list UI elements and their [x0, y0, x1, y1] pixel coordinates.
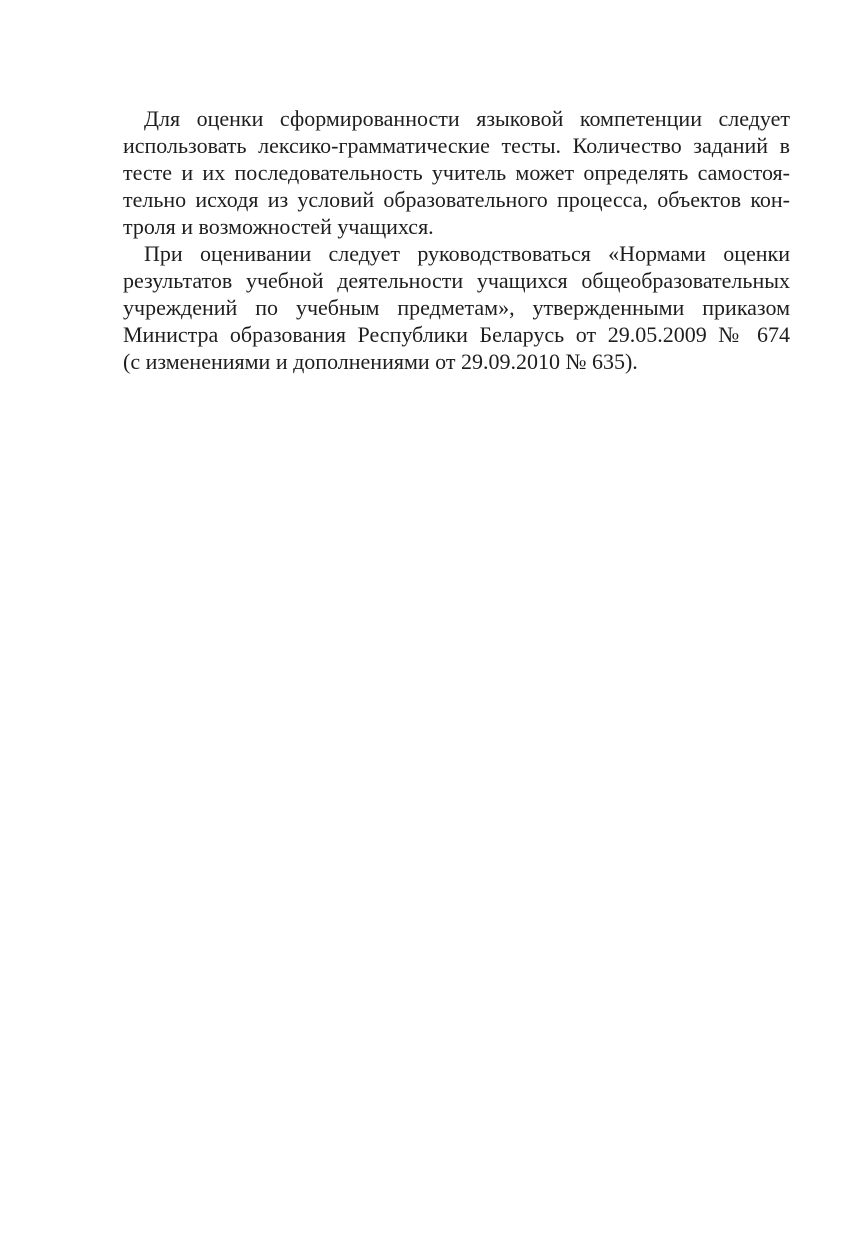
text-line: учреждений по учебным предметам», утвержденными приказом [123, 295, 790, 320]
text-line: тесте и их последовательность учитель может определять самостоя- [123, 160, 790, 185]
text-line: Министра образования Республики Беларусь от 29.05.2009 № 674 [123, 322, 790, 347]
text-line: (с изменениями и дополнениями от 29.09.2010 № 635). [123, 349, 638, 374]
text-block [123, 105, 790, 375]
text-line: результатов учебной деятельности учащихся общеобразовательных [123, 268, 790, 293]
text-line: использовать лексико-грамматические тесты. Количество заданий в [123, 133, 790, 158]
paragraph-1 [123, 105, 790, 240]
text-line: При оценивании следует руководствоваться «Нормами оценки [144, 241, 790, 266]
paragraph-2 [123, 240, 790, 375]
text-line: тельно исходя из условий образовательного процесса, объектов кон- [123, 187, 790, 212]
text-line: Для оценки сформированности языковой компетенции следует [144, 106, 790, 131]
text-line: троля и возможностей учащихся. [123, 214, 434, 239]
